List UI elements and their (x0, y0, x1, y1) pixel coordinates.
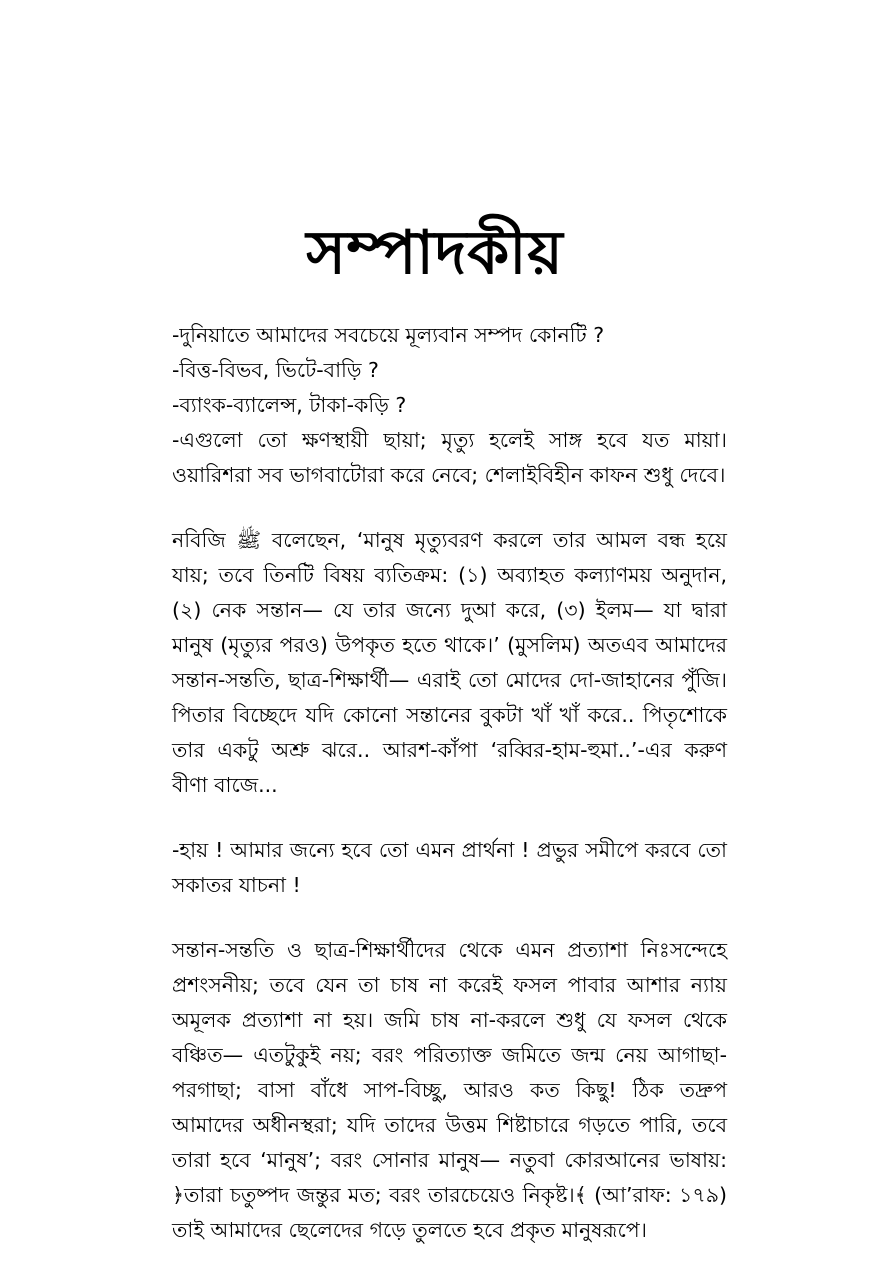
upbringing-paragraph: সন্তান-সন্ততি ও ছাত্র-শিক্ষার্থীদের থেকে এমন প্রত্যাশা নিঃসন্দেহে প্রশংসনীয়; তবে যেন তা চাষ না করেই ফসল পাবার আশার ন্যায় অমূলক প্রত্যাশা না হয়। জমি চাষ না-করলে শুধু যে ফসল থেকে বঞ্চিত— এতটুকুই নয়; বরং পরিত্যাক্ত জমিতে জন্ম নেয় আগাছা-পরগাছা; বাসা বাঁধে সাপ-বিচ্ছু, আরও কত কিছু! ঠিক তদ্রুপ আমাদের অধীনস্থরা; যদি তাদের উত্তম শিষ্টাচারে গড়তে পারি, তবে তারা হবে ‘মানুষ’; বরং সোনার মানুষ— নতুবা কোরআনের ভাষায়: ﴿তারা চতুষ্পদ জন্তুর মত; বরং তারচেয়েও নিকৃষ্ট।﴾ (আ’রাফ: ১৭৯) তাই আমাদের ছেলেদের গড়ে তুলতে হবে প্রকৃত মানুষরূপে। (172, 938, 727, 1242)
editorial-body (172, 318, 727, 1248)
prayer-paragraph: -হায় ! আমার জন্যে হবে তো এমন প্রার্থনা ! প্রভুর সমীপে করবে তো সকাতর যাচনা ! (172, 838, 727, 897)
answer-paragraph: -এগুলো তো ক্ষণস্থায়ী ছায়া; মৃত্যু হলেই সাঙ্গ হবে যত মায়া। ওয়ারিশরা সব ভাগবাটোরা করে নেবে; শেলাইবিহীন কাফন শুধু দেবে। (172, 428, 727, 487)
paragraph-spacer (172, 903, 727, 933)
question-line-2: -বিত্ত-বিভব, ভিটে-বাড়ি ? (172, 358, 379, 382)
hadith-paragraph: নবিজি ﷺ বলেছেন, ‘মানুষ মৃত্যুবরণ করলে তার আমল বন্ধ হয়ে যায়; তবে তিনটি বিষয় ব্যতিক্রম: (১) অব্যাহত কল্যাণময় অনুদান, (২) নেক সন্তান— যে তার জন্যে দুআ করে, (৩) ইলম— যা দ্বারা মানুষ (মৃত্যুর পরও) উপকৃত হতে থাকে।’ (মুসলিম) অতএব আমাদের সন্তান-সন্ততি, ছাত্র-শিক্ষার্থী— এরাই তো মোদের দো-জাহানের পুঁজি। পিতার বিচ্ছেদে যদি কোনো সন্তানের বুকটা খাঁ খাঁ করে.. পিতৃশোকে তার একটু অশ্রু ঝরে.. আরশ-কাঁপা ‘রব্বির-হাম-হুমা..’-এর করুণ বীণা বাজে... (172, 528, 728, 797)
page-title: সম্পাদকীয় (306, 218, 564, 288)
question-line-3: -ব্যাংক-ব্যালেন্স, টাকা-কড়ি ? (172, 393, 407, 417)
question-line-1: -দুনিয়াতে আমাদের সবচেয়ে মূল্যবান সম্পদ কোনটি ? (172, 323, 605, 347)
paragraph-spacer (172, 803, 727, 833)
paragraph-spacer (172, 493, 727, 523)
